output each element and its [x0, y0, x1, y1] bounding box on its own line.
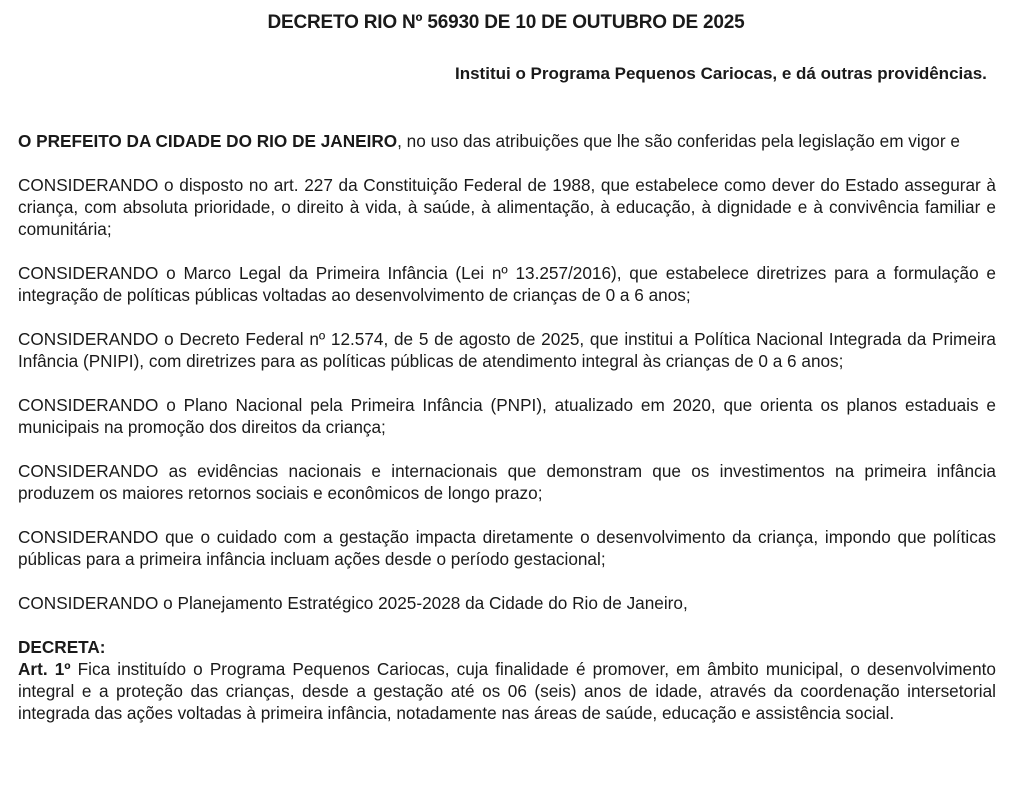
decree-body [18, 130, 996, 724]
article-1-text: Fica instituído o Programa Pequenos Cariocas, cuja finalidade é promover, em âmbito municipal, o desenvolvimento integral e a proteção das crianças, desde a gestação até os 06 (seis) anos de idade, através da coordenação intersetorial integrada das ações voltadas à primeira infância, notadamente nas áreas de saúde, educação e assistência social. [18, 659, 996, 723]
considerando-1: CONSIDERANDO o disposto no art. 227 da Constituição Federal de 1988, que estabelece como dever do Estado assegurar à criança, com absoluta prioridade, o direito à vida, à saúde, à alimentação, à educação, à dignidade e à convivência familiar e comunitária; [18, 175, 996, 239]
preamble-text: , no uso das atribuições que lhe são conferidas pela legislação em vigor e [397, 131, 960, 151]
article-1 [18, 658, 996, 724]
decree-ementa: Institui o Programa Pequenos Cariocas, e dá outras providências. [455, 64, 987, 83]
considerando-5: CONSIDERANDO as evidências nacionais e internacionais que demonstram que os investimentos na primeira infância produzem os maiores retornos sociais e econômicos de longo prazo; [18, 461, 996, 503]
considerando-4: CONSIDERANDO o Plano Nacional pela Primeira Infância (PNPI), atualizado em 2020, que orienta os planos estaduais e municipais na promoção dos direitos da criança; [18, 395, 996, 437]
considerando-7: CONSIDERANDO o Planejamento Estratégico 2025-2028 da Cidade do Rio de Janeiro, [18, 593, 688, 613]
decreta-heading: DECRETA: [18, 637, 106, 657]
considerando-2: CONSIDERANDO o Marco Legal da Primeira Infância (Lei nº 13.257/2016), que estabelece diretrizes para a formulação e integração de políticas públicas voltadas ao desenvolvimento de crianças de 0 a 6 anos; [18, 263, 996, 305]
article-1-label: Art. 1º [18, 659, 71, 679]
decree-title: DECRETO RIO Nº 56930 DE 10 DE OUTUBRO DE 2025 [267, 12, 745, 33]
preamble [18, 130, 996, 152]
preamble-authority: O PREFEITO DA CIDADE DO RIO DE JANEIRO [18, 131, 398, 151]
considerando-6: CONSIDERANDO que o cuidado com a gestação impacta diretamente o desenvolvimento da criança, impondo que políticas públicas para a primeira infância incluam ações desde o período gestacional; [18, 527, 996, 569]
considerando-3: CONSIDERANDO o Decreto Federal nº 12.574, de 5 de agosto de 2025, que institui a Política Nacional Integrada da Primeira Infância (PNIPI), com diretrizes para as políticas públicas de atendimento integral às crianças de 0 a 6 anos; [18, 329, 996, 371]
